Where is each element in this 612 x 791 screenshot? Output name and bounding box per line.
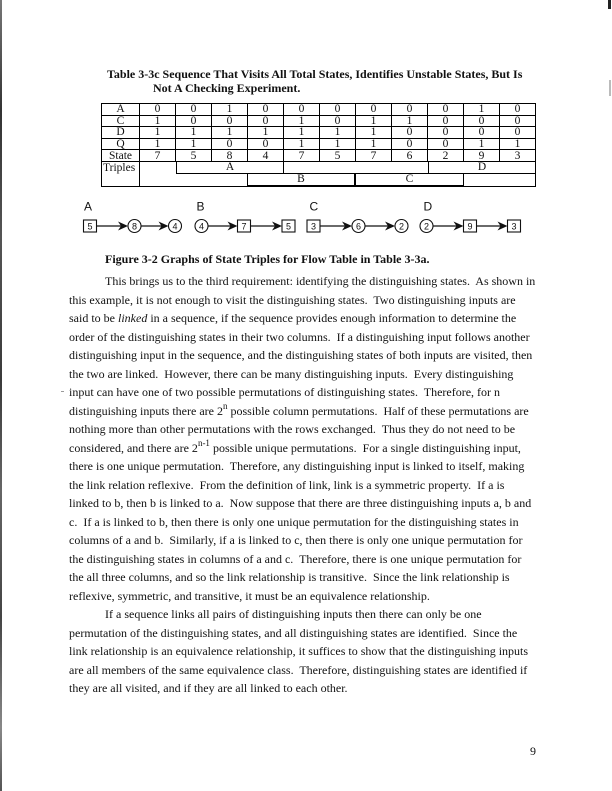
table-cell: 0 (500, 104, 536, 116)
table-cell: 7 (356, 150, 392, 162)
body-line: distinguishing input in the sequence, and the distinguishing states of both inputs are visited, then (69, 348, 533, 362)
table-cell: 0 (176, 115, 212, 127)
table-cell: 4 (248, 150, 284, 162)
graph-label: C (309, 199, 319, 214)
table-cell: 1 (356, 138, 392, 150)
triple-span-a: A (176, 161, 284, 174)
table-cell: 5 (176, 150, 212, 162)
table-cell: 1 (356, 115, 392, 127)
body-line: columns of a and b. Similarly, if a is linked to c, then there is only one unique permutation for (69, 533, 523, 547)
body-line: nothing more than other permutations with the rows exchanged. Thus they do not need to be (69, 422, 516, 436)
table-cell: 0 (320, 104, 356, 116)
table-cell: 0 (248, 104, 284, 116)
table-cell: 1 (320, 138, 356, 150)
text-segment: considered, and there are 2 (69, 440, 198, 455)
node-value: 2 (423, 221, 430, 232)
row-label: Triples (102, 161, 140, 186)
table-cell: 1 (140, 115, 176, 127)
text-segment: possible column permutations. Half of these permutations are (227, 403, 529, 418)
table-cell: 1 (284, 138, 320, 150)
body-line: reflexive, symmetric, and transitive, it must be an equivalence relationship. (69, 588, 430, 603)
table-cell: 0 (356, 104, 392, 116)
table-row-c (102, 115, 536, 127)
body-line: there is one unique permutation. Therefore, any distinguishing input is linked to itself, making (69, 459, 525, 473)
body-line: order of the distinguishing states in their two columns. If a distinguishing input follows another (69, 329, 530, 344)
table-cell: 2 (428, 150, 464, 162)
body-line: If a sequence links all pairs of distinguishing inputs then there can only be one (105, 607, 482, 621)
node-value: 5 (285, 221, 292, 232)
superscript: n (222, 400, 228, 411)
node-value: 6 (355, 221, 362, 232)
node-value: 4 (198, 221, 205, 232)
table-cell: 0 (392, 138, 428, 150)
body-line: permutation of the distinguishing states, and all distinguishing states are identified. Since the (69, 625, 518, 640)
table-cell: 0 (428, 115, 464, 127)
table-cell: 0 (500, 115, 536, 127)
body-line: they are all visited, and if they are all linked to each other. (69, 681, 348, 695)
term-linked: linked (118, 311, 148, 325)
node-value: 9 (467, 221, 473, 232)
body-line: c. If a is linked to b, then there is only one unique permutation for the distinguishing states in (69, 514, 519, 529)
node-value: 3 (511, 221, 517, 232)
table-cell: 0 (464, 115, 500, 127)
node-value: 5 (87, 221, 93, 232)
body-line: link relationship is an equivalence relationship, it suffices to show that the distinguishing inputs (69, 644, 529, 658)
triples-area (140, 161, 536, 186)
table-cell: 0 (320, 115, 356, 127)
text-segment: in a sequence, if the sequence provides enough information to determine the (147, 311, 517, 325)
graph-a (84, 200, 182, 233)
body-line (69, 439, 549, 458)
superscript: n-1 (197, 437, 210, 448)
table-cell: 1 (284, 127, 320, 139)
body-line: the link relation reflexive. From the definition of link, link is a symmetric property. If a is (69, 477, 505, 492)
body-line: the two are linked. However, there can be many distinguishing inputs. Every distinguishing (69, 366, 514, 381)
table-cell: 0 (392, 104, 428, 116)
table-cell: 8 (212, 150, 248, 162)
body-line: the all three columns, and so the link relationship is transitive. Since the link relationship is (69, 570, 510, 584)
text-segment: possible unique permutations. For a single distinguishing input, (209, 440, 521, 455)
table-cell: 0 (248, 115, 284, 127)
table-cell: 1 (392, 115, 428, 127)
table-cell: 1 (140, 138, 176, 150)
graph-d (420, 200, 521, 233)
table-cell: 0 (428, 127, 464, 139)
table-row-state (102, 150, 536, 162)
row-label: Q (102, 138, 140, 150)
table-cell: 1 (140, 127, 176, 139)
body-line: This brings us to the third requirement: identifying the distinguishing states. As shown in (105, 274, 536, 288)
table-cell: 1 (248, 127, 284, 139)
table-cell: 1 (464, 104, 500, 116)
triple-span-d: D (428, 161, 536, 174)
node-value: 8 (131, 221, 138, 232)
row-label: C (102, 115, 140, 127)
table-cell: 3 (500, 150, 536, 162)
body-line (69, 309, 549, 328)
row-label: D (102, 127, 140, 139)
table-cell: 0 (284, 104, 320, 116)
graph-label: A (84, 199, 93, 214)
page-number: 9 (530, 744, 536, 758)
table-cell: 0 (428, 138, 464, 150)
body-text (69, 272, 549, 698)
state-triple-graphs (0, 195, 612, 245)
table-cell: 1 (176, 138, 212, 150)
body-line: this example, it is not enough to visit the distinguishing states. Two distinguishing inputs are (69, 292, 516, 307)
text-segment: distinguishing inputs there are 2 (69, 403, 223, 418)
scan-mark-top-right (608, 0, 611, 9)
table-cell: 1 (464, 138, 500, 150)
node-value: 4 (172, 221, 178, 232)
body-line: are all members of the same equivalence class. Therefore, distinguishing states are identified if (69, 662, 528, 677)
table-cell: 7 (284, 150, 320, 162)
state-sequence-table (101, 103, 536, 187)
table-cell: 0 (140, 104, 176, 116)
scan-mark-left-tick (61, 391, 64, 392)
table-cell: 1 (320, 127, 356, 139)
table-cell: 1 (176, 127, 212, 139)
table-cell: 0 (212, 115, 248, 127)
table-title-line-1: Table 3-3c Sequence That Visits All Total States, Identifies Unstable States, But Is (107, 67, 523, 81)
body-line: linked to b, then b is linked to a. Now suppose that there are three distinguishing inputs a, b and (69, 496, 532, 510)
triple-span-b: B (247, 173, 355, 186)
body-line (69, 402, 549, 421)
scan-edge-line (0, 0, 2, 791)
triple-span-c: C (355, 173, 464, 186)
body-line: input can have one of two possible permutations of distinguishing states. Therefore, for n (69, 385, 501, 399)
table-cell: 1 (500, 138, 536, 150)
table-cell: 0 (176, 104, 212, 116)
scan-mark-right (609, 80, 611, 96)
graph-b (195, 200, 295, 233)
graph-label: D (423, 199, 433, 214)
table-row-d (102, 127, 536, 139)
node-value: 3 (310, 221, 317, 232)
table-cell: 0 (428, 104, 464, 116)
table-cell: 9 (464, 150, 500, 162)
table-cell: 1 (212, 104, 248, 116)
table-cell: 0 (464, 127, 500, 139)
figure-caption: Figure 3-2 Graphs of State Triples for Flow Table in Table 3-3a. (105, 252, 430, 266)
table-title-line-2: Not A Checking Experiment. (153, 80, 301, 95)
table-cell: 5 (320, 150, 356, 162)
table-cell: 1 (356, 127, 392, 139)
table-row-q (102, 138, 536, 150)
table-cell: 0 (500, 127, 536, 139)
text-segment: said to be (69, 311, 118, 325)
table-cell: 1 (284, 115, 320, 127)
table-cell: 0 (248, 138, 284, 150)
table-cell: 0 (212, 138, 248, 150)
row-label: State (102, 150, 140, 162)
row-label: A (102, 104, 140, 116)
graph-label: B (196, 199, 205, 214)
graph-c (307, 200, 408, 233)
table-row-triples (102, 161, 536, 186)
table-cell: 1 (212, 127, 248, 139)
node-value: 2 (398, 221, 405, 232)
table-cell: 0 (392, 127, 428, 139)
node-value: 7 (241, 221, 247, 232)
body-line: the distinguishing states in columns of a and c. Therefore, there is one unique permutation for (69, 551, 522, 566)
table-cell: 6 (392, 150, 428, 162)
table-cell: 7 (140, 150, 176, 162)
table-row-a (102, 104, 536, 116)
